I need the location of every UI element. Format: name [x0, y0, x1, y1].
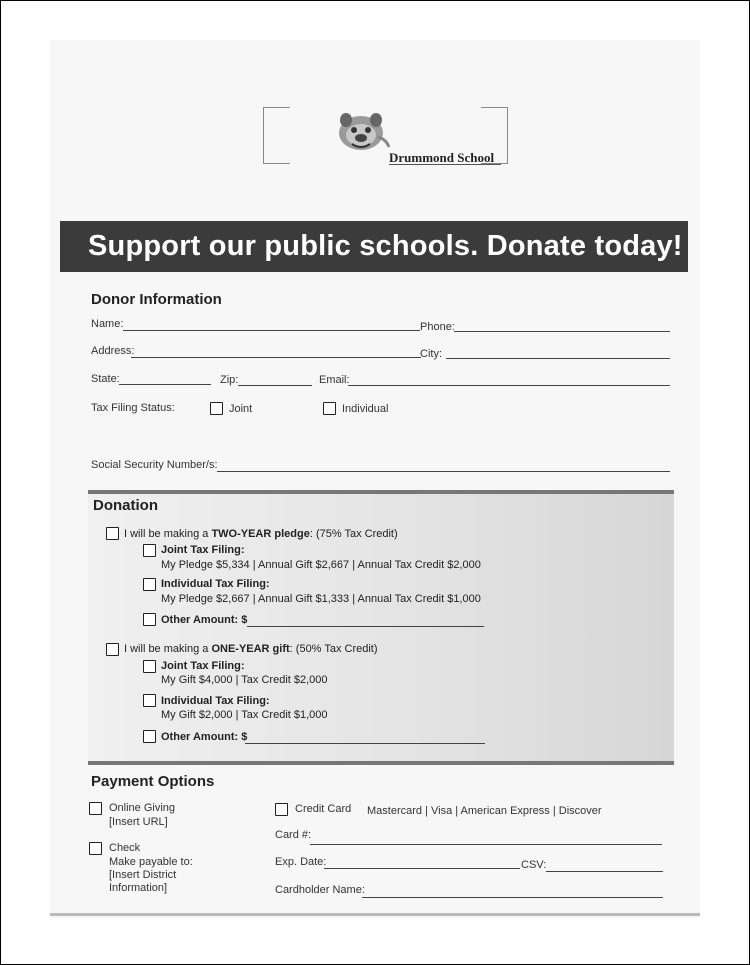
- city-field[interactable]: [446, 358, 670, 359]
- donor-info-heading: Donor Information: [91, 291, 222, 308]
- two-year-checkbox[interactable]: [106, 527, 119, 540]
- one-year-individual-detail: My Gift $2,000 | Tax Credit $1,000: [161, 709, 328, 721]
- two-year-joint-checkbox[interactable]: [143, 544, 156, 557]
- check-district-2: Information]: [109, 882, 168, 894]
- name-label: Name:: [91, 318, 124, 330]
- credit-card-checkbox[interactable]: [275, 803, 288, 816]
- two-year-joint-title: Joint Tax Filing:: [161, 544, 245, 556]
- page-banner: Support our public schools. Donate today!: [60, 221, 688, 272]
- address-label: Address:: [91, 345, 135, 357]
- two-year-joint-detail: My Pledge $5,334 | Annual Gift $2,667 | Annual Tax Credit $2,000: [161, 559, 481, 571]
- ssn-label: Social Security Number/s:: [91, 459, 218, 471]
- bulldog-mascot-icon: [334, 109, 392, 155]
- check-payable: Make payable to:: [109, 856, 193, 868]
- phone-field[interactable]: [454, 331, 670, 332]
- email-label: Email:: [319, 374, 350, 386]
- exp-date-field[interactable]: [324, 868, 520, 869]
- one-year-checkbox[interactable]: [106, 643, 119, 656]
- school-name-underline: [389, 164, 501, 165]
- donation-heading: Donation: [93, 497, 158, 514]
- two-year-other-checkbox[interactable]: [143, 613, 156, 626]
- credit-card-label: Credit Card: [295, 803, 352, 815]
- one-year-other-checkbox[interactable]: [143, 730, 156, 743]
- one-year-joint-checkbox[interactable]: [143, 660, 156, 673]
- csv-field[interactable]: [546, 871, 663, 872]
- one-year-individual-title: Individual Tax Filing:: [161, 695, 270, 707]
- two-year-other-field[interactable]: [247, 626, 484, 627]
- email-field[interactable]: [348, 385, 670, 386]
- ssn-field[interactable]: [217, 471, 670, 472]
- page-bottom-rule: [50, 913, 700, 916]
- one-year-joint-title: Joint Tax Filing:: [161, 660, 245, 672]
- school-name: Drummond School: [389, 150, 495, 165]
- joint-checkbox[interactable]: [210, 402, 223, 415]
- individual-label: Individual: [342, 403, 389, 415]
- two-year-individual-detail: My Pledge $2,667 | Annual Gift $1,333 | Annual Tax Credit $1,000: [161, 593, 481, 605]
- payment-heading: Payment Options: [91, 773, 215, 790]
- online-giving-checkbox[interactable]: [89, 802, 102, 815]
- address-field[interactable]: [131, 357, 421, 358]
- online-giving-url: [Insert URL]: [109, 816, 168, 828]
- check-checkbox[interactable]: [89, 842, 102, 855]
- one-year-other-label: Other Amount: $: [161, 731, 248, 743]
- zip-field[interactable]: [238, 385, 312, 386]
- logo-bracket-left: [263, 107, 290, 164]
- exp-date-label: Exp. Date:: [275, 856, 327, 868]
- card-brands: Mastercard | Visa | American Express | Discover: [367, 805, 602, 817]
- cardholder-field[interactable]: [362, 897, 663, 898]
- city-label: City:: [420, 348, 442, 360]
- phone-label: Phone:: [420, 321, 455, 333]
- card-number-label: Card #:: [275, 829, 312, 841]
- two-year-individual-checkbox[interactable]: [143, 578, 156, 591]
- cardholder-label: Cardholder Name:: [275, 884, 365, 896]
- two-year-other-label: Other Amount: $: [161, 614, 248, 626]
- joint-label: Joint: [229, 403, 253, 415]
- state-label: State:: [91, 373, 120, 385]
- one-year-joint-detail: My Gift $4,000 | Tax Credit $2,000: [161, 674, 328, 686]
- one-year-individual-checkbox[interactable]: [143, 694, 156, 707]
- two-year-label: I will be making a TWO-YEAR pledge: (75% Tax Credit): [124, 528, 398, 540]
- one-year-label: I will be making a ONE-YEAR gift: (50% Tax Credit): [124, 643, 378, 655]
- tax-status-label: Tax Filing Status:: [91, 402, 175, 414]
- card-number-field[interactable]: [310, 844, 662, 845]
- online-giving-label: Online Giving: [109, 802, 176, 814]
- check-label: Check: [109, 842, 141, 854]
- two-year-individual-title: Individual Tax Filing:: [161, 578, 270, 590]
- individual-checkbox[interactable]: [323, 402, 336, 415]
- state-field[interactable]: [119, 384, 211, 385]
- check-district-1: [Insert District: [109, 869, 177, 881]
- csv-label: CSV:: [521, 859, 547, 871]
- zip-label: Zip:: [220, 374, 239, 386]
- one-year-other-field[interactable]: [245, 743, 485, 744]
- name-field[interactable]: [123, 330, 420, 331]
